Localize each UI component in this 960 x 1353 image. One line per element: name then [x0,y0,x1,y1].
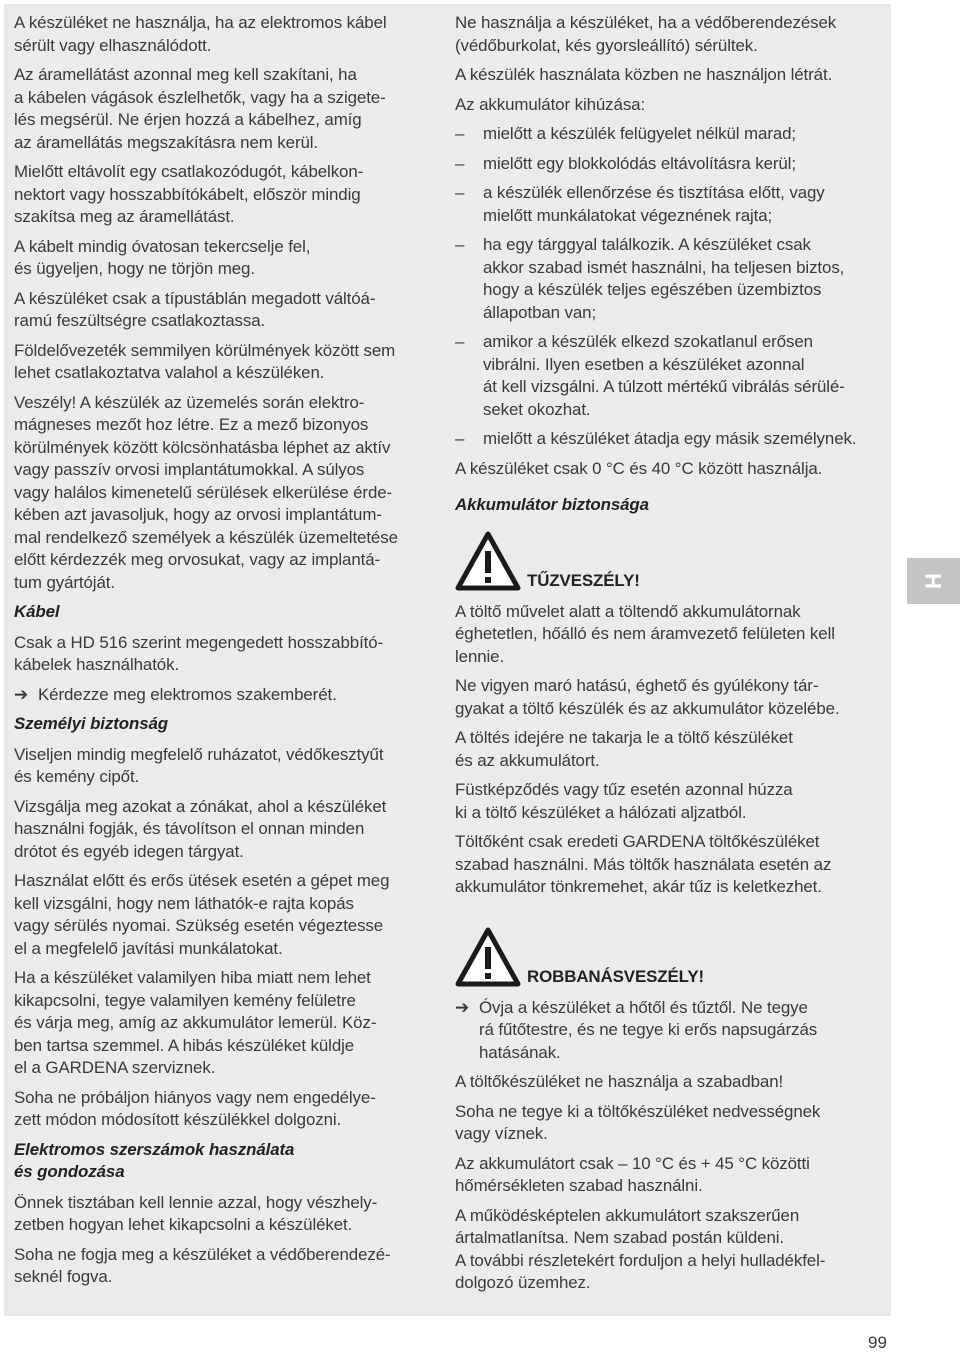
arrow-text: Kérdezze meg elektromos szakemberét. [38,684,337,704]
paragraph: A készüléket csak a típustáblán megadott váltóá- ramú feszültségre csatlakoztassa. [14,288,376,330]
paragraph: Ne használja a készüléket, ha a védőberendezések (védőburkolat, kés gyorsleállító) sérültek. [455,13,837,55]
heading-kabel: Kábel [14,602,60,621]
dash-list-item [455,331,883,421]
dash-text: ha egy tárggyal találkozik. A készüléket csak akkor szabad ismét használni, ha teljesen biztos, hogy a készülék teljes egészében üzembiztos állapotban van; [483,235,845,322]
fire-warning-label: TŰZVESZÉLY! [527,571,640,590]
paragraph: A működésképtelen akkumulátort szakszerűen ártalmatlanítsa. Nem szabad postán küldeni. A további részletekért forduljon a helyi hulladékfel- dolgozó üzemhez. [455,1205,826,1292]
dash-text: amikor a készülék elkezd szokatlanul erősen vibrálni. Ilyen esetben a készüléket azonnal át kell vizsgálni. A túlzott mértékű vibrálás sérülé- seket okozhat. [483,332,845,419]
paragraph: Ne vigyen maró hatású, éghető és gyúlékony tár- gyakat a töltő készülék és az akkumulátor közelébe. [455,676,840,718]
paragraph: Önnek tisztában kell lennie azzal, hogy vészhely- zetben hogyan lehet kikapcsolni a készüléket. [14,1192,378,1234]
dash-list-item [455,234,883,324]
dash-list-item [455,153,883,176]
right-column [455,12,883,1302]
paragraph: Soha ne tegye ki a töltőkészüléket nedvességnek vagy víznek. [455,1101,821,1143]
paragraph: A töltés idejére ne takarja le a töltő készüléket és az akkumulátort. [455,728,793,770]
arrow-icon: ➔ [455,997,470,1017]
paragraph: A készüléket ne használja, ha az elektromos kábel sérült vagy elhasználódott. [14,13,387,55]
dash-text: mielőtt egy blokkolódás eltávolításra kerül; [483,153,796,173]
left-column [14,12,440,1296]
dash-marker: – [455,332,465,351]
paragraph: Használat előtt és erős ütések esetén a gépet meg kell vizsgálni, hogy nem láthatók-e rajta kopás vagy sérülés nyomai. Szükség esetén végeztesse el a megfelelő javítási munkálatokat. [14,871,390,958]
paragraph: Az akkumulátor kihúzása: [455,94,646,114]
arrow-icon: ➔ [14,684,29,704]
language-tab-label: H [920,573,946,589]
page-number: 99 [868,1333,887,1352]
paragraph: Soha ne fogja meg a készüléket a védőberendezé- seknél fogva. [14,1244,391,1286]
heading-elektromos-szerszamok: Elektromos szerszámok használata és gondozása [14,1139,295,1181]
dash-list-item [455,123,883,146]
paragraph: A töltőkészüléket ne használja a szabadban! [455,1072,784,1091]
fire-warning [455,531,883,593]
dash-list-item [455,428,883,451]
paragraph: Vizsgálja meg azokat a zónákat, ahol a készüléket használni fogják, és távolítson el onnan minden drótot és egyéb idegen tárgyat. [14,796,387,861]
dash-marker: – [455,124,465,143]
paragraph: Mielőtt eltávolít egy csatlakozódugót, kábelkon- nektort vagy hosszabbítókábelt, először mindig szakítsa meg az áramellátást. [14,162,364,226]
paragraph: Az áramellátást azonnal meg kell szakítani, ha a kábelen vágások észlelhetők, vagy ha a szigete- lés megsérül. Ne érjen hozzá a kábelhez, amíg az áramellátás megszakításra nem kerül. [14,65,386,152]
warning-triangle-icon [455,927,521,987]
dash-marker: – [455,183,465,202]
paragraph: Az akkumulátort csak – 10 °C és + 45 °C közötti hőmérsékleten szabad használni. [455,1153,810,1195]
dash-marker: – [455,153,465,173]
arrow-text: Óvja a készüléket a hőtől és tűztől. Ne tegye rá fűtőtestre, és ne tegye ki erős napsugárzás hatásának. [479,997,818,1062]
arrow-instruction [14,684,440,707]
dash-text: a készülék ellenőrzése és tisztítása előtt, vagy mielőtt munkálatokat végeznének rajta; [483,183,825,225]
explosion-warning [455,927,883,989]
arrow-instruction [455,997,883,1065]
paragraph: Földelővezeték semmilyen körülmények között sem lehet csatlakoztatva valahol a készüléken. [14,340,396,382]
danger-paragraph: Veszély! A készülék az üzemelés során elektro- mágneses mezőt hoz létre. Ez a mező bizonyos körülmények között kölcsönhatásba léphet az aktív vagy passzív orvosi implantátumokkal. A súlyos vagy halálos kimenetelű sérülések elkerülése érde- kében azt javasoljuk, hogy az orvosi implantátum- mal rendelkező személyek a készülék üzemeltetése előtt kérdezzék meg orvosukat, vagy az implantá- tum gyártóját. [14,392,398,592]
paragraph: Ha a készüléket valamilyen hiba miatt nem lehet kikapcsolni, tegye valamilyen kemény felületre és várja meg, amíg az akkumulátor lemerül. Köz- ben tartsa szemmel. A hibás készüléket küldje el a GARDENA szerviznek. [14,968,377,1077]
paragraph: A készüléket csak 0 °C és 40 °C között használja. [455,458,823,478]
paragraph: Soha ne próbáljon hiányos vagy nem engedélye- zett módon módosított készülékkel dolgozni. [14,1087,376,1129]
explosion-warning-label: ROBBANÁSVESZÉLY! [527,967,705,986]
paragraph: Füstképződés vagy tűz esetén azonnal húzza ki a töltő készüléket a hálózati aljzatból. [455,780,793,822]
dash-text: mielőtt a készülék felügyelet nélkül marad; [483,124,797,143]
paragraph: Csak a HD 516 szerint megengedett hosszabbító- kábelek használhatók. [14,632,384,674]
dash-marker: – [455,235,465,254]
heading-akkumulator-biztonsaga: Akkumulátor biztonsága [455,495,649,514]
language-tab [907,558,960,604]
paragraph: A kábelt mindig óvatosan tekercselje fel, és ügyeljen, hogy ne törjön meg. [14,236,311,278]
dash-marker: – [455,429,465,448]
paragraph: Viseljen mindig megfelelő ruházatot, védőkesztyűt és kemény cipőt. [14,744,384,786]
paragraph: A töltő művelet alatt a töltendő akkumulátornak éghetetlen, hőálló és nem áramvezető felületen kell lennie. [455,601,835,666]
paragraph: A készülék használata közben ne használjon létrát. [455,65,833,84]
dash-text: mielőtt a készüléket átadja egy másik személynek. [483,429,857,448]
dash-list-item [455,182,883,227]
heading-szemelyi-biztonsag: Személyi biztonság [14,714,169,733]
paragraph: Töltőként csak eredeti GARDENA töltőkészüléket szabad használni. Más töltők használata esetén az akkumulátor tönkremehet, akár tűz is keletkezhet. [455,832,832,896]
warning-triangle-icon [455,531,521,591]
